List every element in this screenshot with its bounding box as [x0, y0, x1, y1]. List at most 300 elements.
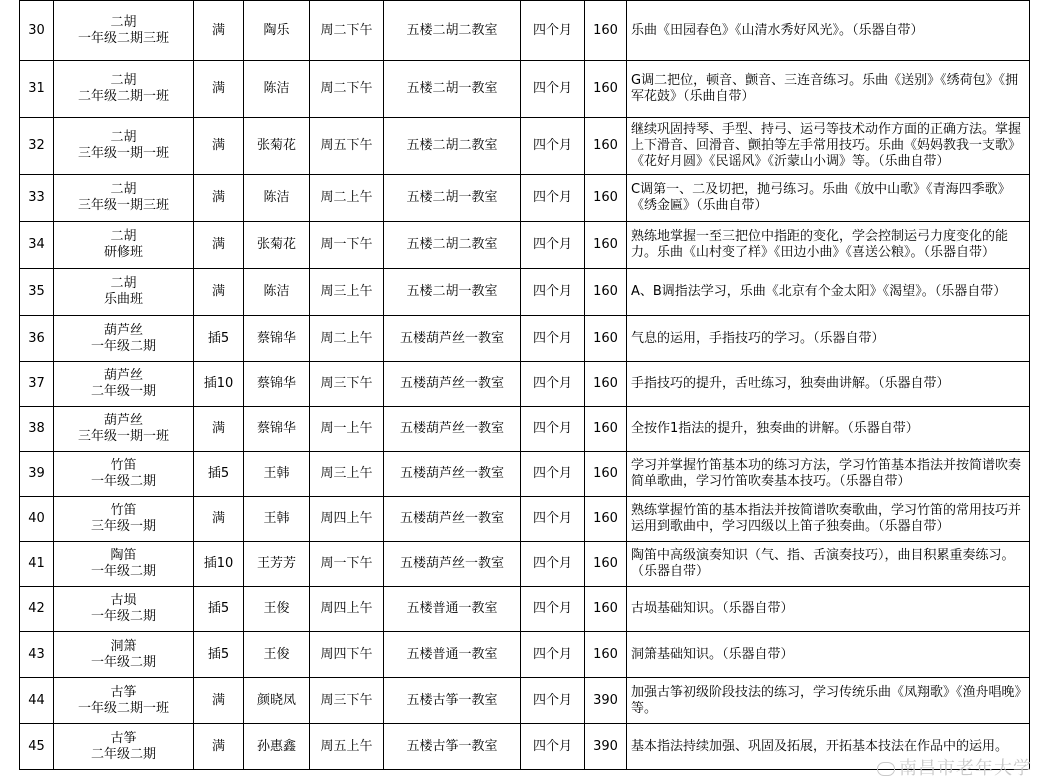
teacher-name-cell [244, 724, 310, 770]
classroom-cell [384, 316, 521, 362]
enrollment-status-cell [194, 175, 244, 222]
row-number-cell [20, 542, 54, 587]
course-fee: 160 [593, 237, 618, 252]
row-number-cell [20, 452, 54, 497]
classroom: 五楼古筝一教室 [406, 692, 498, 708]
course-name: 竹笛 [110, 503, 137, 518]
classroom: 五楼二胡一教室 [406, 81, 498, 96]
class-time: 周一下午 [320, 556, 373, 571]
enrollment-status: 插10 [203, 376, 234, 391]
teacher-name: 陶乐 [263, 22, 290, 38]
enrollment-status: 满 [211, 190, 225, 205]
course-grade: 三年级一期 [90, 519, 156, 534]
class-time-cell [310, 497, 384, 542]
class-time-cell [310, 316, 384, 362]
course-duration-cell [521, 407, 585, 452]
course-fee: 160 [593, 81, 618, 96]
classroom: 五楼葫芦丝一教室 [399, 511, 504, 526]
course-content: 气息的运用，手指技巧的学习。（乐器自带） [631, 330, 885, 346]
course-duration: 四个月 [532, 738, 572, 754]
course-name: 二胡 [110, 130, 137, 145]
classroom-cell [384, 587, 521, 632]
class-time: 周二下午 [320, 22, 373, 38]
course-duration: 四个月 [532, 421, 572, 436]
course-duration-cell [521, 269, 585, 316]
course-fee-cell [585, 316, 627, 362]
table-row [20, 587, 1030, 632]
course-name-cell [54, 1, 194, 61]
classroom-cell [384, 222, 521, 269]
classroom: 五楼葫芦丝一教室 [399, 421, 504, 436]
classroom-cell [384, 497, 521, 542]
course-duration-cell [521, 222, 585, 269]
course-name: 葫芦丝 [103, 368, 143, 383]
row-number-cell [20, 222, 54, 269]
course-content: 古埙基础知识。（乐器自带） [631, 601, 794, 616]
classroom-cell [384, 632, 521, 678]
course-duration-cell [521, 587, 585, 632]
course-duration-cell [521, 118, 585, 175]
classroom-cell [384, 724, 521, 770]
teacher-name-cell [244, 61, 310, 118]
enrollment-status: 满 [211, 284, 225, 299]
class-time: 周三上午 [320, 466, 373, 481]
course-name: 古埙 [110, 593, 137, 608]
course-content: A、B调指法学习，乐曲《北京有个金太阳》《渴望》。（乐器自带） [631, 284, 1007, 299]
classroom-cell [384, 407, 521, 452]
classroom: 五楼葫芦丝一教室 [399, 376, 504, 391]
course-fee-cell [585, 678, 627, 724]
table-row [20, 542, 1030, 587]
course-grade: 一年级二期 [90, 654, 156, 670]
course-content: 继续巩固持琴、手型、持弓、运弓等技术动作方面的正确方法。掌握上下滑音、回滑音、颤拍等左手常用技巧。乐曲《妈妈教我一支歌》《花好月圆》《民谣风》《沂蒙山小调》等。（乐曲自带） [631, 122, 1022, 169]
course-grade: 二年级一期 [90, 384, 156, 399]
course-duration: 四个月 [532, 376, 572, 391]
course-duration: 四个月 [532, 601, 572, 616]
course-fee: 160 [593, 646, 618, 662]
table-row [20, 362, 1030, 407]
course-duration: 四个月 [532, 284, 572, 299]
class-time: 周三下午 [320, 376, 373, 391]
course-duration: 四个月 [532, 646, 572, 662]
course-fee-cell [585, 587, 627, 632]
row-number: 44 [28, 692, 45, 708]
course-content: 全按作1指法的提升，独奏曲的讲解。（乐器自带） [631, 421, 919, 436]
teacher-name-cell [244, 362, 310, 407]
enrollment-status-cell [194, 407, 244, 452]
table-row [20, 452, 1030, 497]
table-row [20, 61, 1030, 118]
teacher-name-cell [244, 118, 310, 175]
row-number-cell [20, 632, 54, 678]
enrollment-status-cell [194, 678, 244, 724]
row-number-cell [20, 61, 54, 118]
teacher-name: 陈洁 [263, 190, 290, 205]
teacher-name: 陈洁 [263, 81, 290, 96]
class-time: 周一上午 [320, 421, 373, 436]
teacher-name: 蔡锦华 [256, 330, 296, 346]
table-row [20, 407, 1030, 452]
enrollment-status: 插5 [207, 601, 230, 616]
course-duration: 四个月 [532, 81, 572, 96]
course-fee: 160 [593, 466, 618, 481]
row-number-cell [20, 497, 54, 542]
enrollment-status: 插10 [203, 556, 234, 571]
enrollment-status: 满 [211, 511, 225, 526]
teacher-name: 蔡锦华 [256, 376, 296, 391]
watermark [877, 754, 1032, 780]
course-fee-cell [585, 407, 627, 452]
course-content: 洞箫基础知识。（乐器自带） [631, 646, 794, 662]
row-number: 39 [28, 466, 45, 481]
course-duration-cell [521, 316, 585, 362]
course-duration-cell [521, 452, 585, 497]
classroom-cell [384, 175, 521, 222]
table-row [20, 316, 1030, 362]
row-number: 33 [28, 190, 45, 205]
course-name-cell [54, 118, 194, 175]
course-content-cell [627, 316, 1030, 362]
class-time-cell [310, 407, 384, 452]
teacher-name-cell [244, 407, 310, 452]
class-time: 周四上午 [320, 601, 373, 616]
row-number: 36 [28, 330, 45, 346]
teacher-name-cell [244, 587, 310, 632]
row-number: 45 [28, 738, 45, 754]
course-fee: 160 [593, 284, 618, 299]
teacher-name: 王芳芳 [256, 556, 296, 571]
course-duration: 四个月 [532, 466, 572, 481]
course-duration-cell [521, 724, 585, 770]
classroom: 五楼葫芦丝一教室 [399, 466, 504, 481]
class-time-cell [310, 587, 384, 632]
course-name: 二胡 [110, 182, 137, 197]
row-number: 35 [28, 284, 45, 299]
class-time-cell [310, 118, 384, 175]
course-fee: 160 [593, 421, 618, 436]
class-time-cell [310, 724, 384, 770]
classroom: 五楼古筝一教室 [406, 738, 498, 754]
course-name: 二胡 [110, 276, 137, 291]
course-duration-cell [521, 632, 585, 678]
classroom-cell [384, 362, 521, 407]
row-number: 40 [28, 511, 45, 526]
course-content: C调第一、二及切把，抛弓练习。乐曲《放中山歌》《青海四季歌》《绣金匾》（乐曲自带） [631, 182, 1011, 213]
class-time-cell [310, 61, 384, 118]
enrollment-status: 插5 [207, 646, 230, 662]
classroom: 五楼普通一教室 [406, 646, 498, 662]
teacher-name-cell [244, 175, 310, 222]
enrollment-status-cell [194, 1, 244, 61]
table-row [20, 678, 1030, 724]
class-time-cell [310, 1, 384, 61]
course-name: 古筝 [110, 684, 137, 700]
course-name-cell [54, 452, 194, 497]
class-time: 周三下午 [320, 692, 373, 708]
teacher-name-cell [244, 497, 310, 542]
course-duration: 四个月 [532, 692, 572, 708]
course-grade: 一年级二期 [90, 338, 156, 354]
course-name-cell [54, 678, 194, 724]
teacher-name-cell [244, 269, 310, 316]
course-content-cell [627, 269, 1030, 316]
course-content-cell [627, 118, 1030, 175]
class-time: 周五下午 [320, 138, 373, 153]
table-row [20, 175, 1030, 222]
watermark-text: 南昌市老年大学 [899, 758, 1032, 779]
classroom-cell [384, 1, 521, 61]
class-time-cell [310, 175, 384, 222]
teacher-name: 王韩 [263, 511, 290, 526]
class-time-cell [310, 542, 384, 587]
course-duration-cell [521, 61, 585, 118]
course-duration: 四个月 [532, 556, 572, 571]
course-fee-cell [585, 632, 627, 678]
course-fee-cell [585, 724, 627, 770]
course-name-cell [54, 542, 194, 587]
enrollment-status-cell [194, 632, 244, 678]
course-name-cell [54, 269, 194, 316]
course-grade: 乐曲班 [103, 292, 143, 307]
course-fee: 160 [593, 22, 618, 38]
course-fee-cell [585, 175, 627, 222]
class-time-cell [310, 269, 384, 316]
teacher-name: 张菊花 [256, 138, 296, 153]
course-content-cell [627, 61, 1030, 118]
course-content-cell [627, 175, 1030, 222]
course-fee-cell [585, 452, 627, 497]
course-content-cell [627, 497, 1030, 542]
classroom-cell [384, 269, 521, 316]
course-grade: 二年级二期一班 [77, 89, 169, 104]
course-name: 二胡 [110, 73, 137, 88]
course-grade: 三年级一期一班 [77, 146, 169, 161]
row-number-cell [20, 587, 54, 632]
course-content: 熟练地掌握一至三把位中指距的变化，学会控制运弓力度变化的能力。乐曲《山村变了样》《田边小曲》《喜送公粮》。（乐器自带） [631, 229, 1009, 260]
course-grade: 一年级二期三班 [77, 30, 169, 46]
enrollment-status-cell [194, 497, 244, 542]
teacher-name-cell [244, 678, 310, 724]
course-duration: 四个月 [532, 330, 572, 346]
course-grade: 三年级一期三班 [77, 198, 169, 213]
classroom-cell [384, 61, 521, 118]
teacher-name-cell [244, 632, 310, 678]
course-duration: 四个月 [532, 138, 572, 153]
teacher-name: 孙惠鑫 [256, 738, 296, 754]
teacher-name-cell [244, 316, 310, 362]
course-fee-cell [585, 61, 627, 118]
teacher-name: 张菊花 [256, 237, 296, 252]
course-duration-cell [521, 678, 585, 724]
course-duration: 四个月 [532, 511, 572, 526]
enrollment-status-cell [194, 222, 244, 269]
class-time: 周二上午 [320, 190, 373, 205]
table-row [20, 497, 1030, 542]
classroom: 五楼二胡一教室 [406, 190, 498, 205]
row-number-cell [20, 678, 54, 724]
course-fee: 160 [593, 330, 618, 346]
row-number-cell [20, 724, 54, 770]
table-row [20, 222, 1030, 269]
course-content-cell [627, 222, 1030, 269]
row-number-cell [20, 175, 54, 222]
course-duration: 四个月 [532, 237, 572, 252]
row-number: 43 [28, 646, 45, 662]
row-number-cell [20, 407, 54, 452]
course-fee: 160 [593, 601, 618, 616]
course-content: 学习并掌握竹笛基本功的练习方法，学习竹笛基本指法并按简谱吹奏简单歌曲，学习竹笛吹奏基本技巧。（乐器自带） [631, 458, 1022, 489]
teacher-name: 王韩 [263, 466, 290, 481]
row-number-cell [20, 118, 54, 175]
row-number-cell [20, 1, 54, 61]
class-time: 周五上午 [320, 738, 373, 754]
class-time: 周一下午 [320, 237, 373, 252]
class-time: 周四上午 [320, 511, 373, 526]
table-row [20, 632, 1030, 678]
course-grade: 一年级二期 [90, 609, 156, 624]
course-name: 葫芦丝 [103, 322, 143, 338]
course-content-cell [627, 542, 1030, 587]
row-number: 37 [28, 376, 45, 391]
row-number-cell [20, 316, 54, 362]
course-content: 熟练掌握竹笛的基本指法并按简谱吹奏歌曲，学习竹笛的常用技巧并运用到歌曲中，学习四级以上笛子独奏曲。（乐器自带） [631, 503, 1022, 534]
classroom-cell [384, 542, 521, 587]
course-fee-cell [585, 222, 627, 269]
course-content-cell [627, 678, 1030, 724]
course-duration: 四个月 [532, 190, 572, 205]
class-time-cell [310, 362, 384, 407]
course-grade: 一年级二期 [90, 474, 156, 489]
classroom: 五楼二胡二教室 [406, 22, 498, 38]
course-fee: 160 [593, 511, 618, 526]
course-content: 加强古筝初级阶段技法的练习，学习传统乐曲《凤翔歌》《渔舟唱晚》等。 [631, 684, 1022, 716]
course-name: 洞箫 [110, 638, 137, 654]
enrollment-status: 插5 [207, 466, 230, 481]
enrollment-status-cell [194, 724, 244, 770]
course-name: 古筝 [110, 730, 137, 746]
course-duration-cell [521, 497, 585, 542]
course-content-cell [627, 452, 1030, 497]
enrollment-status-cell [194, 362, 244, 407]
course-name: 竹笛 [110, 458, 137, 473]
course-fee: 160 [593, 190, 618, 205]
table-row [20, 269, 1030, 316]
class-time: 周二下午 [320, 81, 373, 96]
course-grade: 三年级一期一班 [77, 429, 169, 444]
course-fee: 160 [593, 376, 618, 391]
classroom: 五楼二胡二教室 [406, 237, 498, 252]
classroom: 五楼二胡一教室 [406, 284, 498, 299]
course-grade: 一年级二期一班 [77, 700, 169, 716]
classroom: 五楼葫芦丝一教室 [399, 330, 504, 346]
row-number: 30 [28, 22, 45, 38]
enrollment-status: 满 [211, 22, 225, 38]
course-content: 基本指法持续加强、巩固及拓展，开拓基本技法在作品中的运用。 [631, 738, 1009, 754]
row-number: 34 [28, 237, 45, 252]
course-fee-cell [585, 362, 627, 407]
course-name: 二胡 [110, 229, 137, 244]
course-content: G调二把位，顿音、颤音、三连音练习。乐曲《送别》《绣荷包》《拥军花鼓》（乐曲自带） [631, 73, 1019, 104]
row-number: 38 [28, 421, 45, 436]
class-time-cell [310, 632, 384, 678]
enrollment-status-cell [194, 61, 244, 118]
course-name-cell [54, 497, 194, 542]
course-name: 葫芦丝 [103, 413, 143, 428]
classroom-cell [384, 118, 521, 175]
classroom-cell [384, 678, 521, 724]
course-content-cell [627, 632, 1030, 678]
course-content-cell [627, 1, 1030, 61]
course-fee-cell [585, 269, 627, 316]
course-name-cell [54, 362, 194, 407]
teacher-name-cell [244, 542, 310, 587]
row-number: 41 [28, 556, 45, 571]
enrollment-status: 满 [211, 237, 225, 252]
class-time: 周三上午 [320, 284, 373, 299]
course-fee-cell [585, 118, 627, 175]
classroom: 五楼二胡二教室 [406, 138, 498, 153]
enrollment-status: 满 [211, 81, 225, 96]
course-duration-cell [521, 542, 585, 587]
course-fee-cell [585, 497, 627, 542]
teacher-name: 王俊 [263, 646, 290, 662]
course-name-cell [54, 632, 194, 678]
course-content: 乐曲《田园春色》《山清水秀好风光》。（乐器自带） [631, 22, 924, 38]
enrollment-status-cell [194, 118, 244, 175]
classroom-cell [384, 452, 521, 497]
row-number-cell [20, 362, 54, 407]
enrollment-status: 满 [211, 738, 225, 754]
course-content-cell [627, 362, 1030, 407]
course-fee: 160 [593, 556, 618, 571]
table-row [20, 118, 1030, 175]
course-name-cell [54, 724, 194, 770]
enrollment-status-cell [194, 452, 244, 497]
course-duration-cell [521, 1, 585, 61]
table-row [20, 1, 1030, 61]
course-fee-cell [585, 542, 627, 587]
teacher-name: 蔡锦华 [256, 421, 296, 436]
course-name: 陶笛 [110, 548, 137, 563]
class-time: 周二上午 [320, 330, 373, 346]
teacher-name-cell [244, 222, 310, 269]
course-fee-cell [585, 1, 627, 61]
enrollment-status: 满 [211, 138, 225, 153]
class-time-cell [310, 678, 384, 724]
course-content: 陶笛中高级演奏知识（气、指、舌演奏技巧），曲目积累重奏练习。（乐器自带） [631, 548, 1015, 579]
teacher-name-cell [244, 452, 310, 497]
course-duration-cell [521, 175, 585, 222]
course-name-cell [54, 587, 194, 632]
course-fee: 160 [593, 138, 618, 153]
course-grade: 研修班 [103, 245, 143, 260]
course-content-cell [627, 587, 1030, 632]
enrollment-status: 满 [211, 421, 225, 436]
enrollment-status: 插5 [207, 330, 230, 346]
class-time: 周四下午 [320, 646, 373, 662]
row-number: 42 [28, 601, 45, 616]
course-name-cell [54, 222, 194, 269]
teacher-name: 陈洁 [263, 284, 290, 299]
course-content: 手指技巧的提升，舌吐练习，独奏曲讲解。（乐器自带） [631, 376, 950, 391]
enrollment-status-cell [194, 587, 244, 632]
course-name: 二胡 [110, 14, 137, 30]
course-fee: 390 [593, 692, 618, 708]
course-name-cell [54, 316, 194, 362]
enrollment-status-cell [194, 316, 244, 362]
teacher-name: 颜晓凤 [256, 692, 296, 708]
course-schedule-table [19, 0, 1030, 770]
